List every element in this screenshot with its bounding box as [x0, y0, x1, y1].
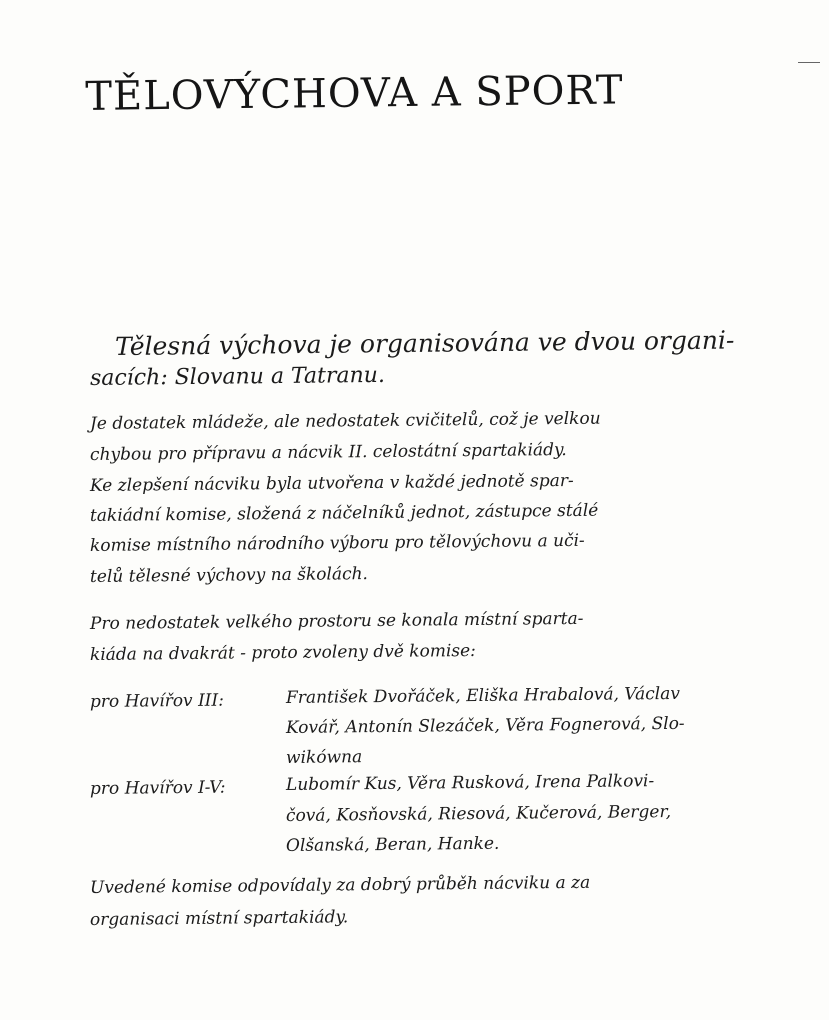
closing-line-1: Uvedené komise odpovídaly za dobrý průběh nácviku a za	[89, 872, 591, 898]
commission-members-havirov-iii-line-2: Kovář, Antonín Slezáček, Věra Fognerová, Slo-	[285, 713, 685, 738]
paragraph-3-line-2: kiáda na dvakrát - proto zvoleny dvě komise:	[89, 640, 476, 665]
paragraph-1-line-1: Tělesná výchova je organisována ve dvou organi-	[114, 325, 735, 361]
paragraph-2-line-5: komise místního národního výboru pro tělovýchovu a uči-	[89, 530, 585, 556]
commission-members-havirov-i-v-line-3: Olšanská, Beran, Hanke.	[285, 833, 500, 856]
commission-members-havirov-i-v-line-1: Lubomír Kus, Věra Rusková, Irena Palkovi-	[285, 771, 655, 795]
paragraph-2-line-1: Je dostatek mládeže, ale nedostatek cvičitelů, což je velkou	[89, 408, 601, 434]
commission-members-havirov-i-v-line-2: čová, Kosňovská, Riesová, Kučerová, Berger,	[285, 801, 672, 826]
commission-label-havirov-i-v: pro Havířov I-V:	[89, 777, 226, 799]
paragraph-2-line-6: telů tělesné výchovy na školách.	[89, 564, 369, 587]
closing-line-2: organisaci místní spartakiády.	[89, 907, 349, 930]
page-title: TĚLOVÝCHOVA A SPORT	[85, 67, 624, 120]
paragraph-2-line-2: chybou pro přípravu a nácvik II. celostátní spartakiády.	[89, 440, 567, 465]
paragraph-2-line-4: takiádní komise, složená z náčelníků jednot, zástupce stálé	[89, 500, 599, 526]
paragraph-3-line-1: Pro nedostatek velkého prostoru se konala místní sparta-	[89, 608, 584, 634]
commission-members-havirov-iii-line-1: František Dvořáček, Eliška Hrabalová, Václav	[285, 683, 680, 708]
scan-edge-mark	[798, 62, 820, 63]
commission-members-havirov-iii-line-3: wikówna	[285, 747, 363, 768]
paragraph-1-line-2: sacích: Slovanu a Tatranu.	[89, 362, 386, 391]
paragraph-2-line-3: Ke zlepšení nácviku byla utvořena v každé jednotě spar-	[89, 470, 574, 496]
commission-label-havirov-iii: pro Havířov III:	[89, 690, 225, 712]
